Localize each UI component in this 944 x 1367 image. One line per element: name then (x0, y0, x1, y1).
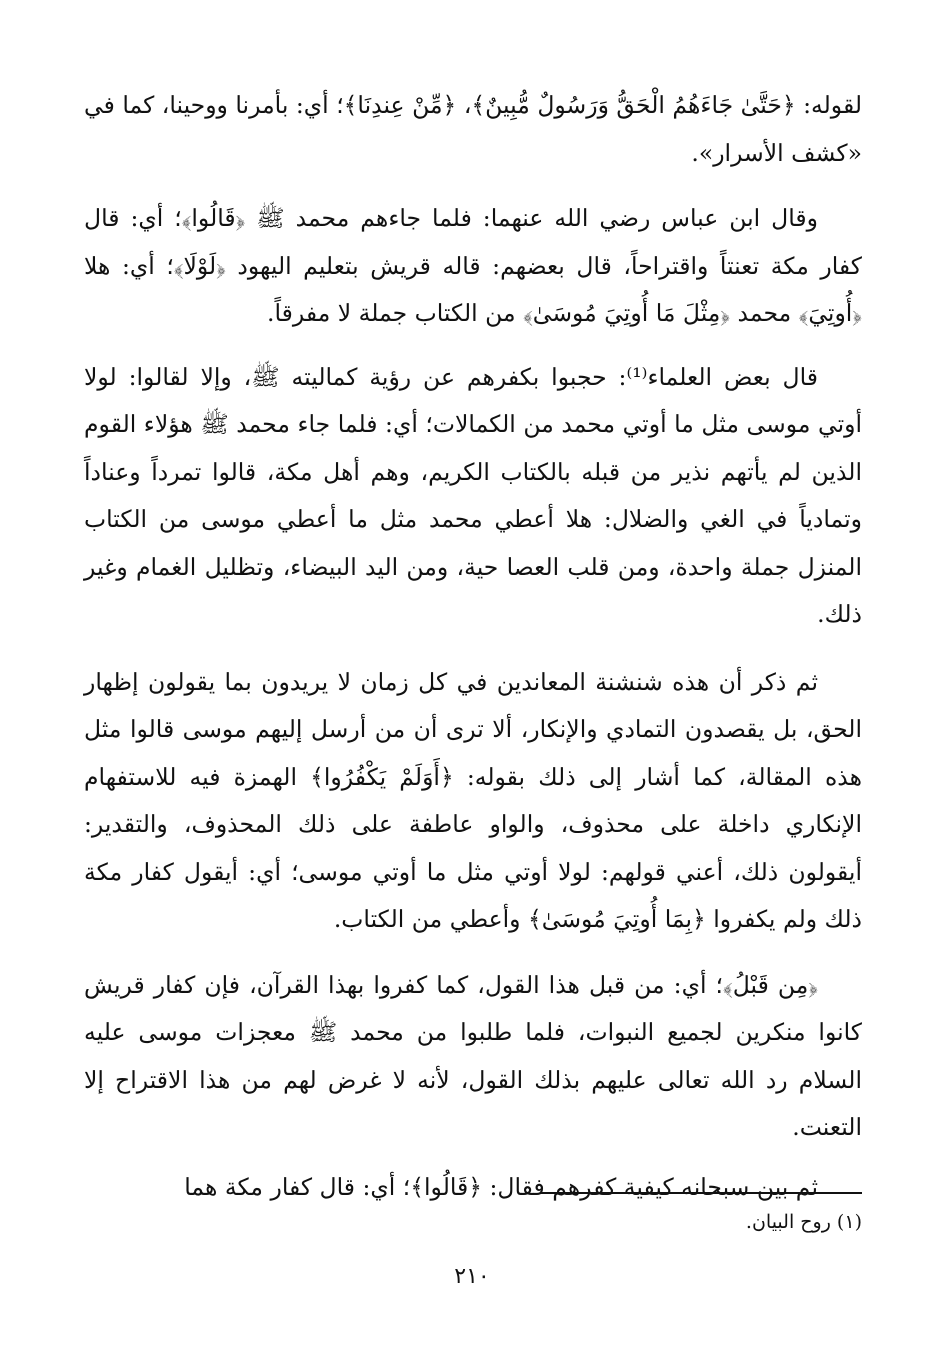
main-text (84, 82, 862, 1211)
paragraph-6: ثم بين سبحانه كيفية كفرهم فقال: ﴿قَالُوا﴾؛ أي: قال كفار مكة هما (184, 1172, 818, 1201)
page-number: ٢١٠ (454, 1264, 490, 1289)
paragraph-2: وقال ابن عباس رضي الله عنهما: فلما جاءهم محمد ﷺ ﴿قَالُوا﴾؛ أي: قال كفار مكة تعنتاً واقتراحاً، قال بعضهم: قاله قريش بتعليم اليهود ﴿لَوْلَا﴾؛ أي: هلا ﴿أُوتِيَ﴾ محمد ﴿مِثْلَ مَا أُوتِيَ مُوسَىٰ﴾ من الكتاب جملة لا مفرقاً. (84, 204, 862, 327)
paragraph-4: ثم ذكر أن هذه شنشنة المعاندين في كل زمان لا يريدون بما يقولون إظهار الحق، بل يقصدون التمادي والإنكار، ألا ترى أن من أرسل إليهم موسى قالوا مثل هذه المقالة، كما أشار إلى ذلك بقوله: ﴿أَوَلَمْ يَكْفُرُوا﴾ الهمزة فيه للاستفهام الإنكاري داخلة على محذوف، والواو عاطفة على ذلك المحذوف، والتقدير: أيقولون ذلك، أعني قولهم: لولا أوتي مثل ما أوتي موسى؛ أي: أيقول كفار مكة ذلك ولم يكفروا ﴿بِمَا أُوتِيَ مُوسَىٰ﴾ وأعطي من الكتاب. (84, 667, 862, 933)
footnote-divider (540, 1192, 862, 1194)
paragraph-5: ﴿مِن قَبْلُ﴾؛ أي: من قبل هذا القول، كما كفروا بهذا القرآن، فإن كفار قريش كانوا منكرين لجميع النبوات، فلما طلبوا من محمد ﷺ معجزات موسى عليه السلام رد الله تعالى عليهم بذلك القول، لأنه لا غرض لهم من هذا الاقتراح إلا التعنت. (84, 970, 862, 1141)
paragraph-1: لقوله: ﴿حَتَّىٰ جَاءَهُمُ الْحَقُّ وَرَسُولٌ مُّبِينٌ﴾، ﴿مِّنْ عِندِنَا﴾؛ أي: بأمرنا ووحينا، كما في «كشف الأسرار». (84, 91, 862, 167)
paragraph-3: قال بعض العلماء⁽¹⁾: حجبوا بكفرهم عن رؤية كماليته ﷺ، وإلا لقالوا: لولا أوتي موسى مثل ما أوتي محمد من الكمالات؛ أي: فلما جاء محمد ﷺ هؤلاء القوم الذين لم يأتهم نذير من قبله بالكتاب الكريم، وهم أهل مكة، قالوا تمرداً وعناداً وتمادياً في الغي والضلال: هلا أعطي محمد مثل ما أعطي موسى من الكتاب المنزل جملة واحدة، ومن قلب العصا حية، ومن اليد البيضاء، وتظليل الغمام وغير ذلك. (84, 362, 862, 628)
footnote: (١) روح البيان. (745, 1211, 862, 1233)
